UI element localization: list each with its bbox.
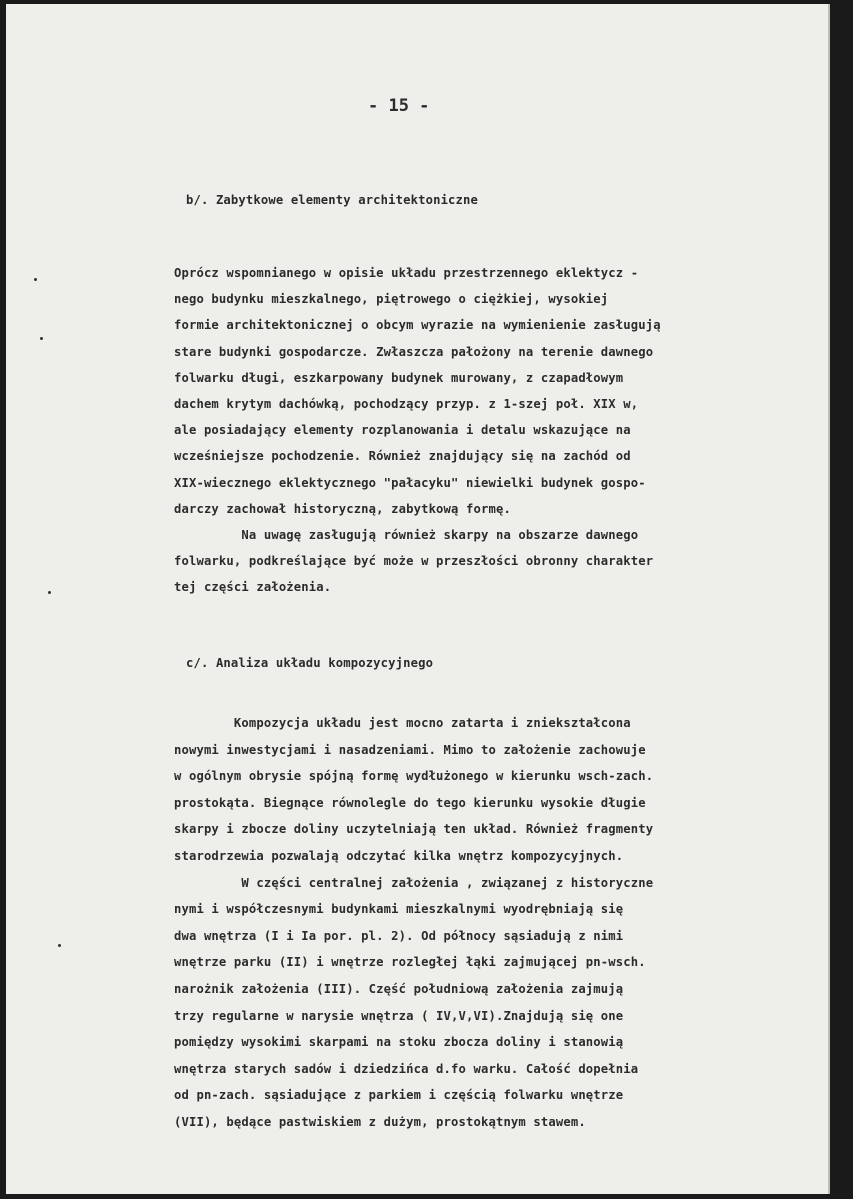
margin-mark xyxy=(48,591,51,594)
text-line: W części centralnej założenia , związanej z historyczne xyxy=(174,875,654,890)
text-line: stare budynki gospodarcze. Zwłaszcza pałożony na terenie dawnego xyxy=(174,344,654,359)
margin-mark xyxy=(34,278,37,281)
text-line: nego budynku mieszkalnego, piętrowego o ciężkiej, wysokiej xyxy=(174,292,609,307)
text-line: trzy regularne w narysie wnętrza ( IV,V,VI).Znajdują się one xyxy=(174,1008,624,1023)
section-c-heading: c/. Analiza układu kompozycyjnego xyxy=(186,656,434,670)
margin-mark xyxy=(40,337,43,340)
text-line: nowymi inwestycjami i nasadzeniami. Mimo to założenie zachowuje xyxy=(174,742,646,757)
text-line: darczy zachował historyczną, zabytkową formę. xyxy=(174,501,511,516)
text-line: wnętrze parku (II) i wnętrze rozległej łąki zajmującej pn-wsch. xyxy=(174,955,646,970)
text-line: folwarku długi, eszkarpowany budynek murowany, z czapadłowym xyxy=(174,370,624,385)
text-line: starodrzewia pozwalają odczytać kilka wnętrz kompozycyjnych. xyxy=(174,849,624,863)
text-line: narożnik założenia (III). Część południową założenia zajmują xyxy=(174,982,624,996)
text-line: XIX-wiecznego eklektycznego "pałacyku" niewielki budynek gospo- xyxy=(174,475,646,490)
text-line: Kompozycja układu jest mocno zatarta i zniekształcona xyxy=(174,716,631,730)
text-line: nymi i współczesnymi budynkami mieszkalnymi wyodrębniają się xyxy=(174,902,624,917)
text-line: Oprócz wspomnianego w opisie układu przestrzennego eklektycz - xyxy=(174,266,639,280)
text-line: od pn-zach. sąsiadujące z parkiem i częścią folwarku wnętrze xyxy=(174,1088,624,1103)
text-line: dachem krytym dachówką, pochodzący przyp. z 1-szej poł. XIX w, xyxy=(174,397,639,411)
page-number: - 15 - xyxy=(368,96,430,116)
text-line: formie architektonicznej o obcym wyrazie na wymienienie zasługują xyxy=(174,318,661,333)
text-line: tej części założenia. xyxy=(174,580,332,595)
text-line: wnętrza starych sadów i dziedzińca d.fo warku. Całość dopełnia xyxy=(174,1061,639,1076)
text-line: skarpy i zbocze doliny uczytelniają ten układ. Również fragmenty xyxy=(174,822,654,837)
text-line: ale posiadający elementy rozplanowania i detalu wskazujące na xyxy=(174,423,631,438)
text-line: folwarku, podkreślające być może w przeszłości obronny charakter xyxy=(174,554,654,569)
text-line: dwa wnętrza (I i Ia por. pl. 2). Od północy sąsiadują z nimi xyxy=(174,928,624,943)
text-line: w ogólnym obrysie spójną formę wydłużonego w kierunku wsch-zach. xyxy=(174,769,654,784)
text-line: Na uwagę zasługują również skarpy na obszarze dawnego xyxy=(174,528,639,542)
margin-mark xyxy=(58,944,61,947)
text-line: (VII), będące pastwiskiem z dużym, prostokątnym stawem. xyxy=(174,1115,586,1129)
text-line: prostokąta. Biegnące równolegle do tego kierunku wysokie długie xyxy=(174,795,646,810)
text-line: wcześniejsze pochodzenie. Również znajdujący się na zachód od xyxy=(174,449,631,464)
text-line: pomiędzy wysokimi skarpami na stoku zbocza doliny i stanowią xyxy=(174,1035,624,1050)
section-b-heading: b/. Zabytkowe elementy architektoniczne xyxy=(186,193,479,207)
